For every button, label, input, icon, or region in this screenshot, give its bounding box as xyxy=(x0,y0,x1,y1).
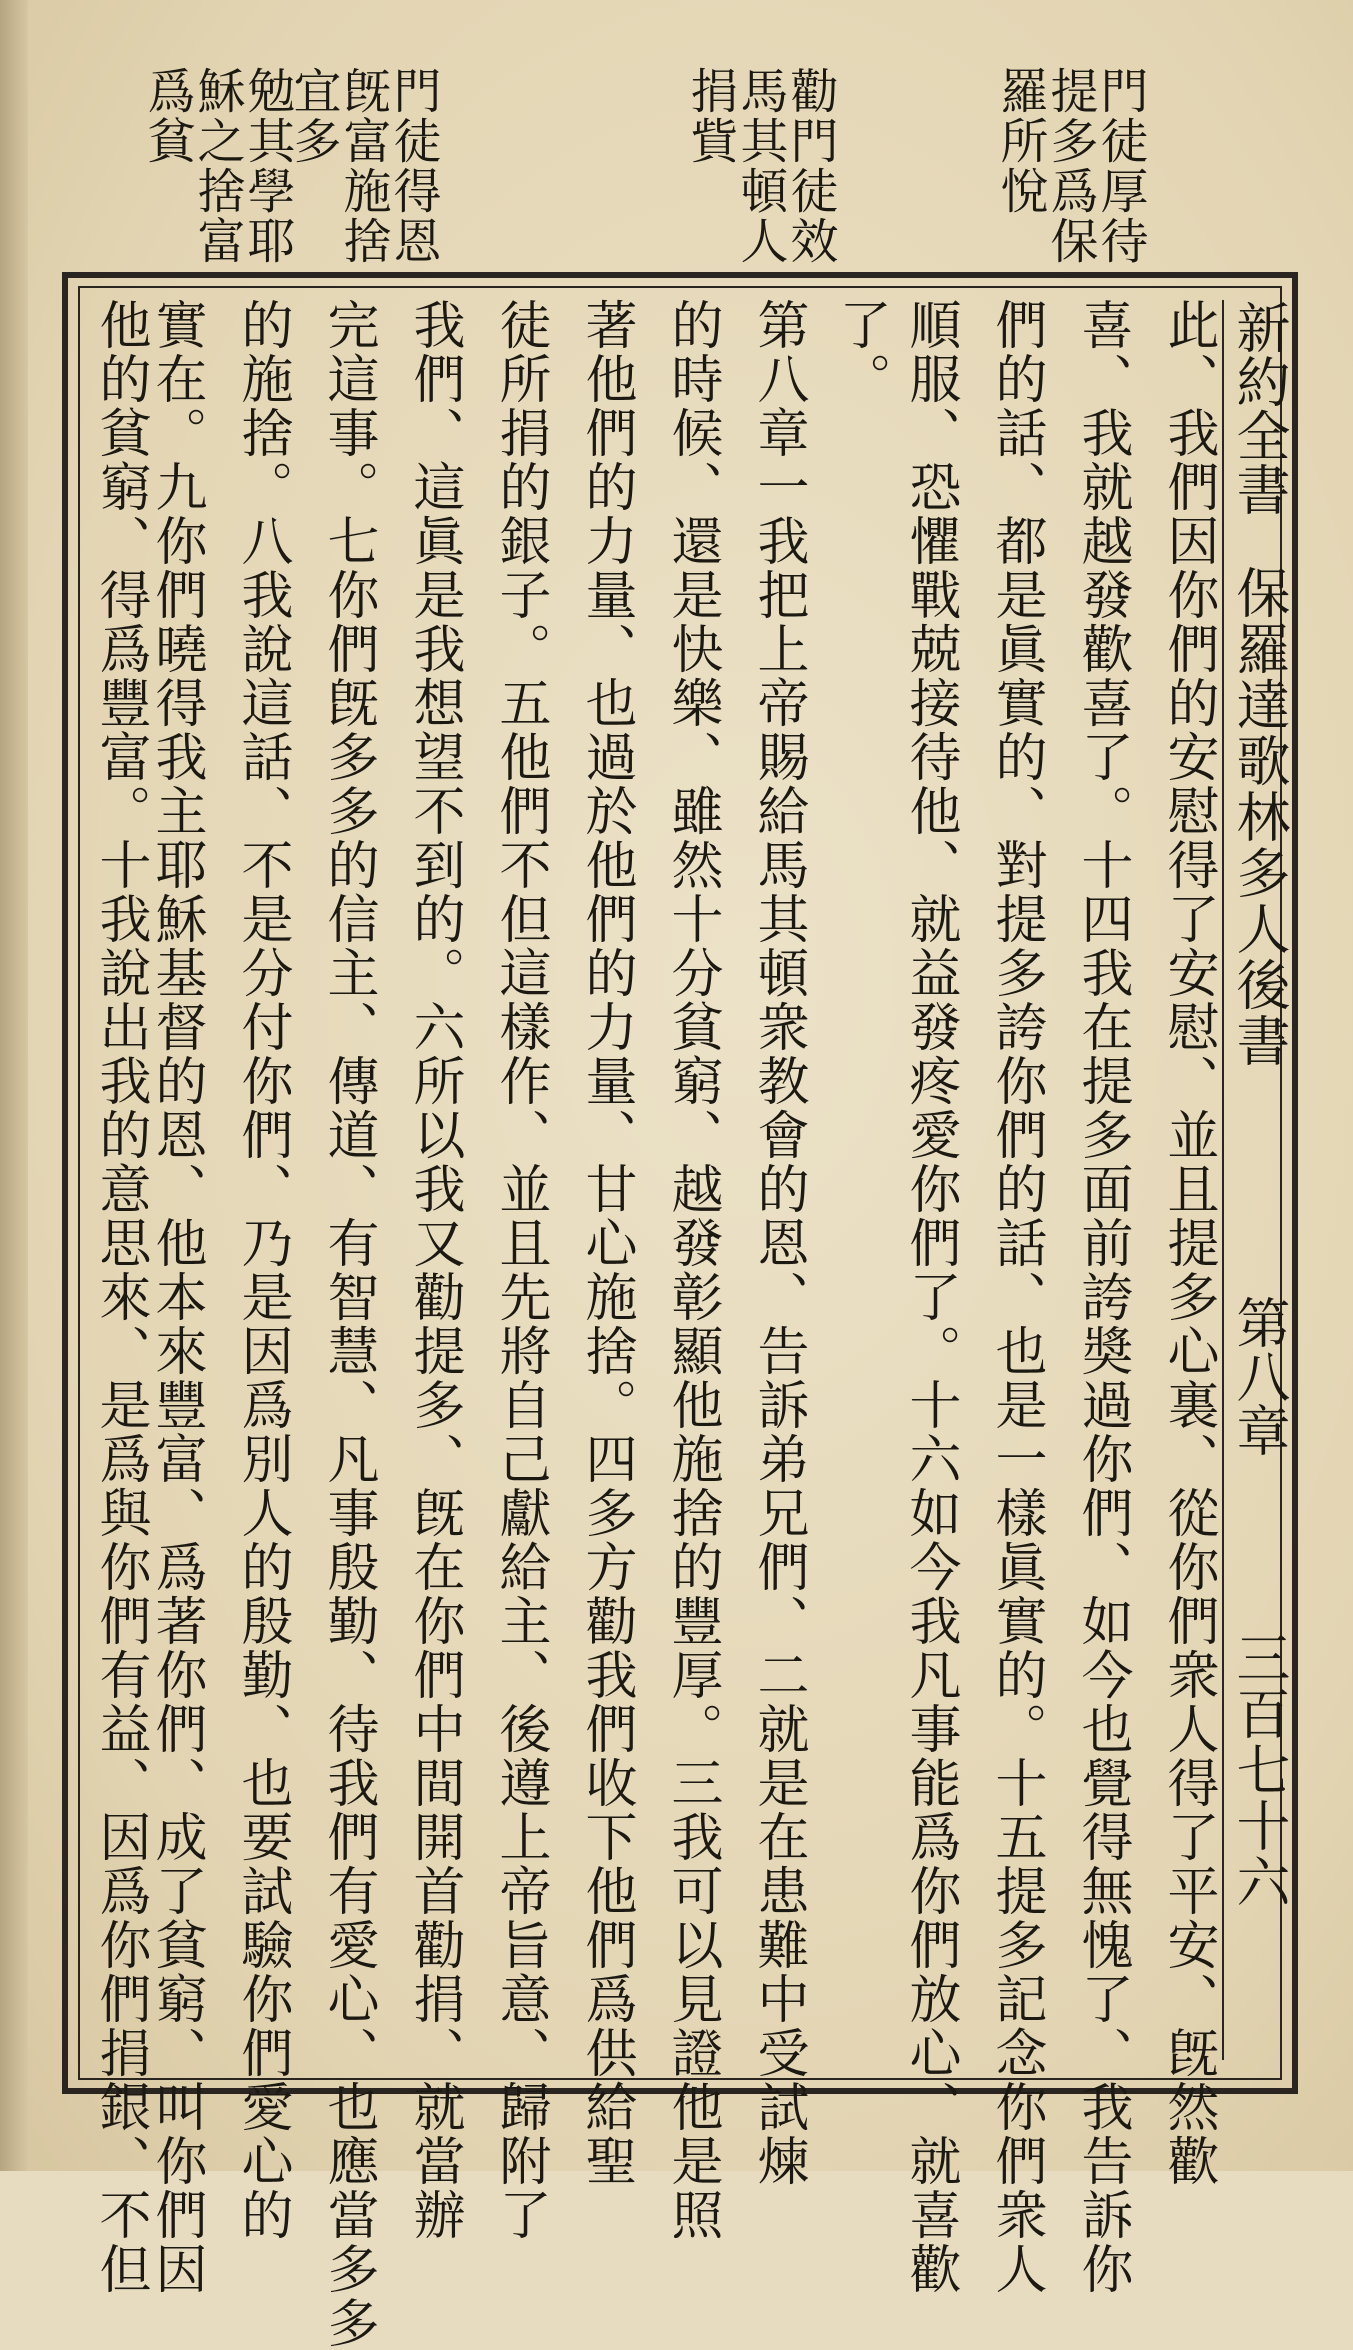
text-column: 著他們的力量、也過於他們的力量、甘心施捨。四多方勸我們收下他們爲供給聖 xyxy=(576,298,636,2188)
marginal-note-1 xyxy=(992,66,1148,266)
text-column: 完這事。七你們旣多多的信主、傳道、有智慧、凡事殷勤、待我們有愛心、也應當多多 xyxy=(318,298,378,2350)
book-title: 保羅達歌林多人後書 xyxy=(1228,565,1291,1069)
text-column: 喜、我就越發歡喜了。十四我在提多面前誇奬過你們、如今也覺得無愧了、我告訴你 xyxy=(1072,298,1132,2296)
text-column: 我們、這眞是我想望不到的。六所以我又勸提多、旣在你們中間開首勸捐、就當辦 xyxy=(404,298,464,2242)
text-column: 實在。九你們曉得我主耶穌基督的恩、他本來豐富、爲著你們、成了貧窮、叫你們因 xyxy=(146,298,206,2296)
text-column: 們的話、都是眞實的、對提多誇你們的話、也是一樣眞實的。十五提多記念你們衆人 xyxy=(986,298,1046,2296)
text-column: 他的貧窮、得爲豐富。十我說出我的意思來、是爲與你們有益、因爲你們捐銀、不但 xyxy=(90,298,150,2296)
chapter-start-column: 第八章一我把上帝賜給馬其頓衆教會的恩、告訴弟兄們、二就是在患難中受試煉 xyxy=(748,298,808,2188)
bible-title: 新約全書 xyxy=(1228,300,1291,516)
marginal-note-line: 門徒得恩 xyxy=(385,66,441,266)
marginal-note-line: 馬其頓人 xyxy=(732,66,788,266)
page-binding-edge xyxy=(0,0,28,2171)
marginal-note-line: 宜多 xyxy=(285,66,341,166)
marginal-note-3 xyxy=(285,66,441,266)
marginal-note-2 xyxy=(682,66,838,266)
text-column: 此、我們因你們的安慰得了安慰、並且提多心裏、從你們衆人得了平安、旣然歡 xyxy=(1158,298,1218,2188)
marginal-note-line: 穌之捨富 xyxy=(189,66,245,266)
marginal-note-line: 勸門徒效 xyxy=(782,66,838,266)
text-column: 的時候、還是快樂、雖然十分貧窮、越發彰顯他施捨的豐厚。三我可以見證他是照 xyxy=(662,298,722,2242)
text-column: 了。 xyxy=(830,298,890,406)
marginal-note-line: 勉其學耶 xyxy=(239,66,295,266)
marginal-note-line: 爲貧 xyxy=(139,66,195,166)
marginal-note-line: 提多爲保 xyxy=(1042,66,1098,266)
marginal-note-4 xyxy=(139,66,295,266)
marginal-note-line: 羅所悅 xyxy=(992,66,1048,216)
running-header xyxy=(1222,300,1292,2060)
text-column: 徒所捐的銀子。五他們不但這樣作、並且先將自己獻給主、後遵上帝旨意、歸附了 xyxy=(490,298,550,2242)
chapter-label: 第八章 xyxy=(1228,1295,1291,1457)
text-column: 的施捨。八我說這話、不是分付你們、乃是因爲別人的殷勤、也要試驗你們愛心的 xyxy=(232,298,292,2242)
text-column: 順服、恐懼戰兢接待他、就益發疼愛你們了。十六如今我凡事能爲你們放心、就喜歡 xyxy=(900,298,960,2296)
page-number: 三百七十六 xyxy=(1228,1630,1291,1910)
marginal-note-line: 捐貲 xyxy=(682,66,738,166)
marginal-note-line: 門徒厚待 xyxy=(1092,66,1148,266)
marginal-note-line: 旣富施捨 xyxy=(335,66,391,266)
